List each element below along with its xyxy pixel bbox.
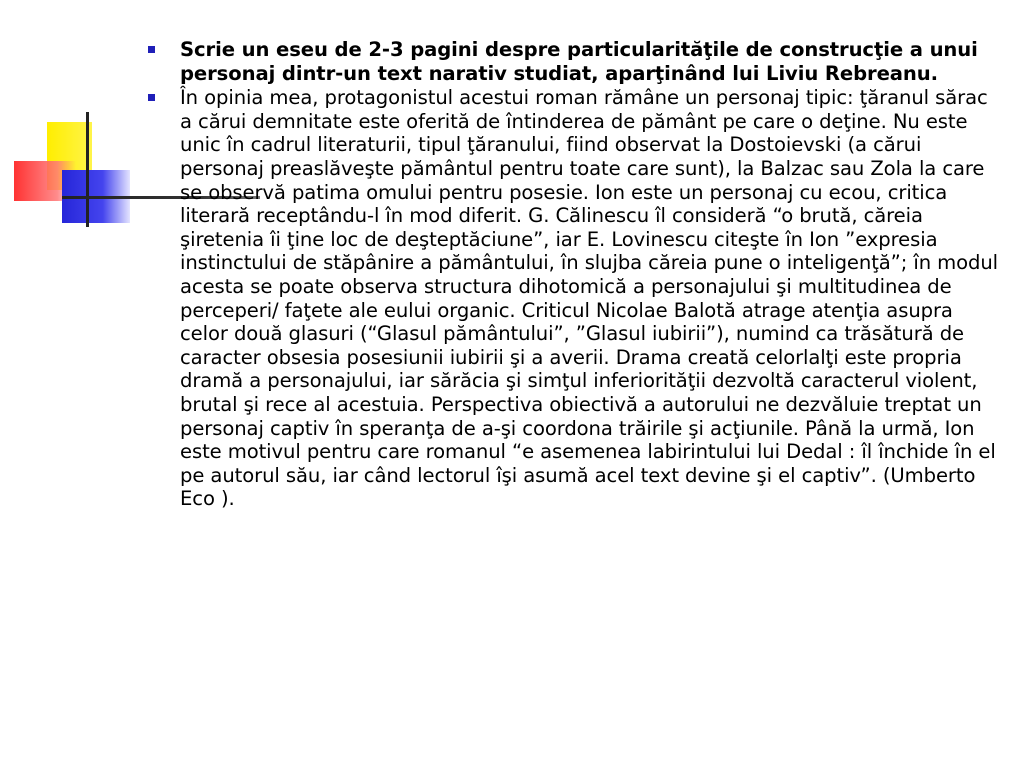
- bullet-item-essay: [148, 86, 1000, 511]
- essay-text: În opinia mea, protagonistul acestui roman rămâne un personaj tipic: ţăranul sărac a cărui demnitate este oferită de întinderea de pământ pe care o deţine. Nu este unic în cadrul literaturii, tipul ţăranului, fiind observat la Dostoievski (a cărui personaj preaslăveşte pământul pentru toate care sunt), la Balzac sau Zola la care se observă patima omului pentru posesie. Ion este un personaj cu ecou, critica literară receptându-l în mod diferit. G. Călinescu îl consideră “o brută, căreia şiretenia îi ţine loc de deşteptăciune”, iar E. Lovinescu citeşte în Ion ”expresia instinctului de stăpânire a pământului, în slujba căreia pune o inteligenţă”; în modul acesta se poate observa structura dihotomică a personajului şi multitudinea de perceperi/ faţete ale eului organic. Criticul Nicolae Balotă atrage atenţia asupra celor două glasuri (“Glasul pământului”, ”Glasul iubirii”), numind ca trăsătură de caracter obsesia posesiunii iubirii şi a averii. Drama creată celorlalţi este propria dramă a personajului, iar sărăcia şi simţul inferiorităţii dezvoltă caracterul violent, brutal şi rece al acestuia. Perspectiva obiectivă a autorului ne dezvăluie treptat un personaj captiv în speranţa de a-şi coordona trăirile şi acţiunile. Până la urmă, Ion este motivul pentru care romanul “e asemenea labirintului lui Dedal : îl închide în el pe autorul său, iar când lectorul îşi asumă acel text devine şi el captiv”. (Umberto Eco ).: [180, 86, 999, 511]
- square-bullet-icon: [148, 94, 155, 101]
- assignment-text: Scrie un eseu de 2-3 pagini despre particularităţile de construcţie a unui personaj dintr-un text narativ studiat, aparţinând lui Liviu Rebreanu.: [180, 38, 978, 85]
- bullet-item-assignment: [148, 38, 1000, 85]
- logo-vertical-line: [86, 112, 89, 227]
- square-bullet-icon: [148, 46, 155, 53]
- slide-content: [148, 38, 1000, 511]
